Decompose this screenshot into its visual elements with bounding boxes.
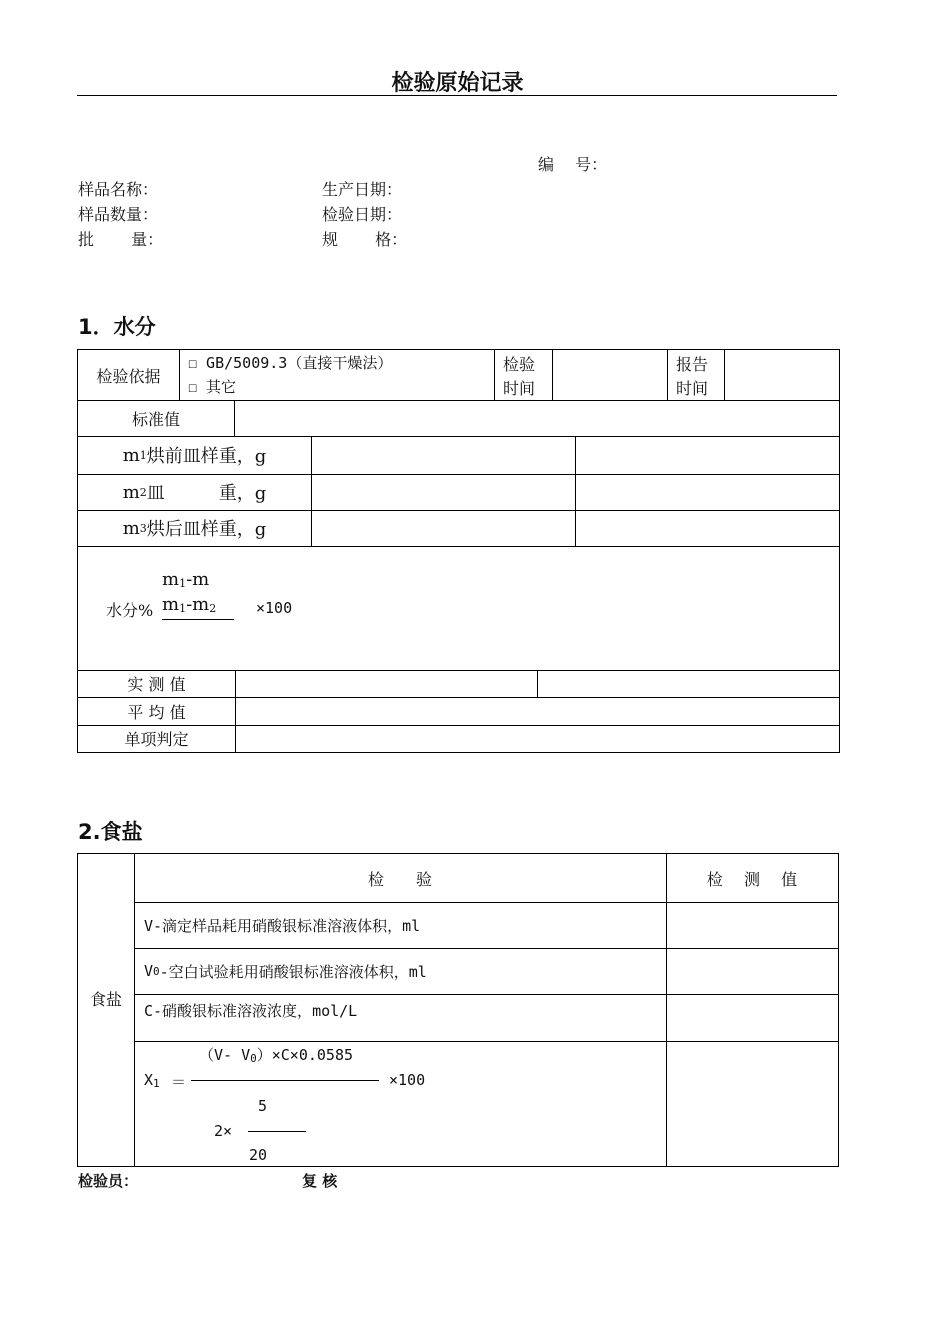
test-time-label-2: 时间 <box>503 379 536 398</box>
salt-side-label: 食盐 <box>89 989 122 1009</box>
rule <box>134 1041 838 1042</box>
salt-formula-den-prefix: 2× <box>214 1122 233 1140</box>
salt-fraction-bar <box>191 1080 379 1081</box>
moisture-formula-prefix: 水分% <box>106 601 154 620</box>
num-sub: 1 <box>179 577 187 590</box>
sample-name-label: 样品名称： <box>78 180 159 199</box>
salt-formula-den-num: 5 <box>258 1097 268 1115</box>
rule <box>134 994 838 995</box>
rule <box>494 350 495 400</box>
rule <box>575 436 576 546</box>
reviewer-label: 复 核 <box>302 1172 338 1190</box>
rule <box>537 670 538 697</box>
salt-formula-lhs <box>144 1071 160 1090</box>
rule <box>311 436 312 546</box>
option-other-checkbox[interactable]: ☐ 其它 <box>188 378 237 396</box>
m1-text: 烘前皿样重，g <box>146 446 267 467</box>
m2-symbol: m <box>122 481 140 503</box>
row-v-label: V-滴定样品耗用硝酸银标准溶液体积，ml <box>144 916 421 935</box>
m1-label <box>78 436 311 474</box>
moisture-formula-factor: ×100 <box>256 599 293 617</box>
den-m: m <box>162 594 180 615</box>
m3-subscript: 3 <box>139 521 147 535</box>
rule <box>179 350 180 400</box>
m3-text: 烘后皿样重，g <box>146 519 267 540</box>
rule <box>667 350 668 400</box>
rule <box>724 350 725 400</box>
rule <box>78 546 839 547</box>
den-sub1: 1 <box>179 602 187 615</box>
production-date-label: 生产日期： <box>322 180 403 199</box>
rule <box>234 400 235 436</box>
page-title: 检验原始记录 <box>391 71 524 96</box>
code-label: 编 号： <box>538 155 608 174</box>
num-tail: -m <box>186 569 210 590</box>
judgement-label: 单项判定 <box>124 730 189 749</box>
row-c-label: C-硝酸银标准溶液浓度，mol/L <box>144 1002 358 1020</box>
rule <box>235 670 236 753</box>
lhs-sub: 1 <box>153 1077 160 1090</box>
report-time-label-1: 报告 <box>676 355 709 374</box>
lhs-x: X <box>144 1071 154 1089</box>
spec-label: 规 格： <box>322 230 408 249</box>
report-time-label-2: 时间 <box>676 379 709 398</box>
batch-label: 批 量： <box>78 230 164 249</box>
num-head: （V- V <box>199 1046 251 1064</box>
average-label: 平 均 值 <box>127 702 186 722</box>
m1-symbol: m <box>122 444 140 466</box>
num-sub: 0 <box>250 1052 257 1065</box>
rule <box>552 350 553 400</box>
salt-den-fraction-bar <box>248 1131 306 1132</box>
m2-subscript: 2 <box>139 485 147 499</box>
salt-heading: 2.食盐 <box>78 820 143 844</box>
v0-symbol: V <box>144 962 154 980</box>
v0-subscript: 0 <box>153 964 160 978</box>
moisture-formula-denominator <box>162 595 234 620</box>
basis-label: 检验依据 <box>96 366 161 386</box>
den-mid: -m <box>186 594 210 615</box>
m3-label <box>78 510 311 546</box>
salt-formula-factor: ×100 <box>389 1071 426 1089</box>
moisture-heading: 1．水分 <box>78 315 156 339</box>
measured-label: 实 测 值 <box>127 675 186 694</box>
num-tail: ）×C×0.0585 <box>256 1046 354 1064</box>
title-underline <box>77 95 837 96</box>
option-gb-checkbox[interactable]: ☐ GB/5009.3（直接干燥法） <box>188 354 393 372</box>
salt-formula-numerator <box>199 1044 353 1065</box>
moisture-table <box>77 349 840 753</box>
sample-qty-label: 样品数量： <box>78 205 159 224</box>
m2-label <box>78 474 311 510</box>
v0-text: -空白试验耗用硝酸银标准溶液体积，ml <box>159 962 427 981</box>
m3-symbol: m <box>122 517 140 539</box>
test-time-label-1: 检验 <box>503 355 536 374</box>
col-value-header: 检 测 值 <box>706 869 798 889</box>
row-v0-label <box>144 948 664 994</box>
salt-formula-equals: ＝ <box>171 1073 187 1091</box>
den-sub2: 2 <box>209 602 217 615</box>
standard-label: 标准值 <box>131 409 180 429</box>
num-m: m <box>162 569 180 590</box>
m1-subscript: 1 <box>139 448 147 462</box>
inspector-label: 检验员： <box>78 1172 139 1190</box>
col-inspection-header: 检 验 <box>367 869 432 889</box>
moisture-formula-numerator <box>162 569 209 590</box>
salt-table <box>77 853 839 1167</box>
m2-text: 皿 重，g <box>146 483 267 504</box>
salt-formula-den-den: 20 <box>249 1146 268 1164</box>
inspection-date-label: 检验日期： <box>322 205 403 224</box>
